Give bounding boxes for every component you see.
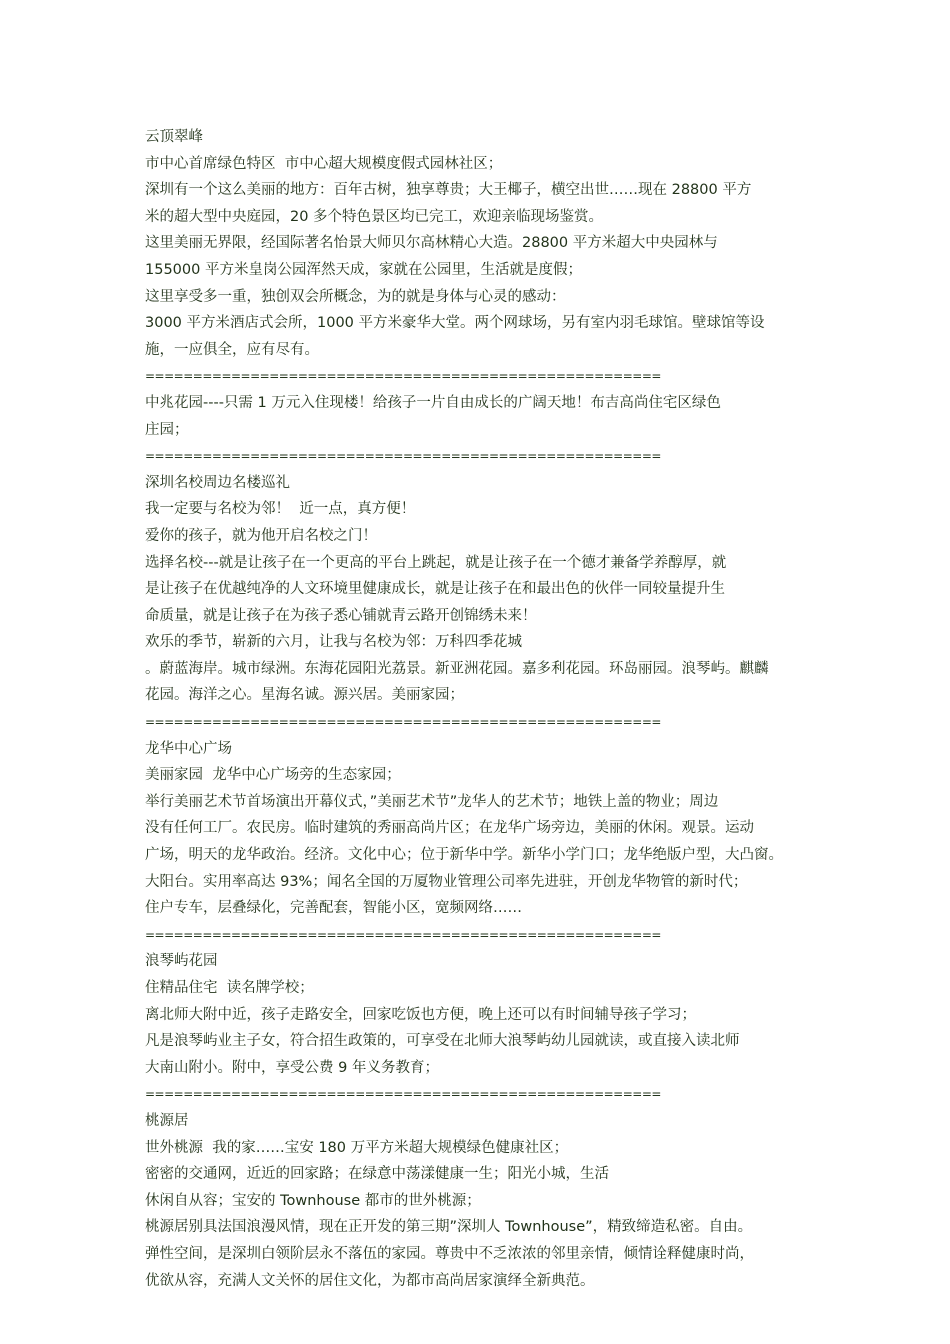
text-line: 弹性空间，是深圳白领阶层永不落伍的家园。尊贵中不乏浓浓的邻里亲情，倾情诠释健康时尚， xyxy=(145,1245,754,1262)
section-title: 龙华中心广场 xyxy=(145,740,232,757)
section-yunding xyxy=(145,124,820,363)
text-line: 花园。海洋之心。星海名诚。源兴居。美丽家园； xyxy=(145,687,464,704)
separator-line: ====================================================== xyxy=(145,715,661,730)
text-line: 世外桃源 我的家……宝安 180 万平方米超大规模绿色健康社区； xyxy=(145,1139,569,1156)
section-zhongzhao xyxy=(145,390,820,443)
text-line: 市中心首席绿色特区 市中心超大规模度假式园林社区； xyxy=(145,155,503,172)
text-line: 选择名校---就是让孩子在一个更高的平台上跳起，就是让孩子在一个德才兼备学养醇厚，就 xyxy=(145,554,727,571)
separator-line: ====================================================== xyxy=(145,927,661,942)
text-line: 大阳台。实用率高达 93%；闻名全国的万厦物业管理公司率先进驻，开创龙华物管的新时代； xyxy=(145,873,748,890)
section-title: 深圳名校周边名楼巡礼 xyxy=(145,474,290,491)
text-line: 命质量，就是让孩子在为孩子悉心铺就青云路开创锦绣未来！ xyxy=(145,607,537,624)
text-line: 休闲自从容；宝安的 Townhouse 都市的世外桃源； xyxy=(145,1192,481,1209)
text-line: 是让孩子在优越纯净的人文环境里健康成长，就是让孩子在和最出色的伙伴一同较量提升生 xyxy=(145,581,725,598)
text-line: 爱你的孩子，就为他开启名校之门！ xyxy=(145,527,377,544)
text-line: 举行美丽艺术节首场演出开幕仪式，”美丽艺术节”龙华人的艺术节；地铁上盖的物业；周边 xyxy=(145,793,719,810)
text-line: 155000 平方米皇岗公园浑然天成，家就在公园里，生活就是度假； xyxy=(145,261,582,278)
document-body xyxy=(145,124,820,1294)
text-line: 庄园； xyxy=(145,421,189,438)
text-line: 这里享受多一重，独创双会所概念，为的就是身体与心灵的感动： xyxy=(145,288,566,305)
text-line: 米的超大型中央庭园，20 多个特色景区均已完工，欢迎亲临现场鉴赏。 xyxy=(145,208,604,225)
text-line: 住户专车，层叠绿化，完善配套，智能小区，宽频网络…… xyxy=(145,900,522,917)
text-line: 广场，明天的龙华政治。经济。文化中心；位于新华中学。新华小学门口；龙华绝版户型，大凸窗。 xyxy=(145,847,783,864)
section-langqinyu xyxy=(145,948,820,1081)
text-line: 3000 平方米酒店式会所，1000 平方米豪华大堂。两个网球场，另有室内羽毛球馆。壁球馆等设 xyxy=(145,315,765,332)
text-line: 中兆花园----只需 1 万元入住现楼！给孩子一片自由成长的广阔天地！布吉高尚住宅区绿色 xyxy=(145,394,721,411)
separator-line: ====================================================== xyxy=(145,369,661,384)
text-line: 施，一应俱全，应有尽有。 xyxy=(145,341,319,358)
text-line: 桃源居别具法国浪漫风情，现在正开发的第三期”深圳人 Townhouse”，精致缔造私密。自由。 xyxy=(145,1219,753,1236)
text-line: 深圳有一个这么美丽的地方：百年古树，独享尊贵；大王椰子，横空出世……现在 28800 平方 xyxy=(145,182,752,199)
text-line: 密密的交通网，近近的回家路；在绿意中荡漾健康一生；阳光小城，生活 xyxy=(145,1166,609,1183)
text-line: 离北师大附中近，孩子走路安全，回家吃饭也方便，晚上还可以有时间辅导孩子学习； xyxy=(145,1006,696,1023)
text-line: 欢乐的季节，崭新的六月，让我与名校为邻：万科四季花城 xyxy=(145,634,522,651)
separator-line: ====================================================== xyxy=(145,449,661,464)
text-line: 。蔚蓝海岸。城市绿洲。东海花园阳光荔景。新亚洲花园。嘉多利花园。环岛丽园。浪琴屿。麒麟 xyxy=(145,660,769,677)
text-line: 我一定要与名校为邻！ 近一点，真方便！ xyxy=(145,501,416,518)
section-schools xyxy=(145,470,820,709)
section-taoyuanju xyxy=(145,1108,820,1294)
text-line: 凡是浪琴屿业主子女，符合招生政策的，可享受在北师大浪琴屿幼儿园就读，或直接入读北师 xyxy=(145,1033,740,1050)
separator-line: ====================================================== xyxy=(145,1087,661,1102)
section-title: 桃源居 xyxy=(145,1112,189,1129)
text-line: 大南山附小。附中，享受公费 9 年义务教育； xyxy=(145,1059,439,1076)
section-title: 浪琴屿花园 xyxy=(145,953,218,970)
section-longhua xyxy=(145,736,820,922)
text-line: 这里美丽无界限，经国际著名怡景大师贝尔高林精心大造。28800 平方米超大中央园林与 xyxy=(145,235,718,252)
text-line: 美丽家园 龙华中心广场旁的生态家园； xyxy=(145,767,401,784)
text-line: 优欲从容，充满人文关怀的居住文化，为都市高尚居家演绎全新典范。 xyxy=(145,1272,595,1289)
section-title: 云顶翠峰 xyxy=(145,129,203,145)
text-line: 住精品住宅 读名牌学校； xyxy=(145,980,314,996)
text-line: 没有任何工厂。农民房。临时建筑的秀丽高尚片区；在龙华广场旁边，美丽的休闲。观景。运动 xyxy=(145,820,754,837)
